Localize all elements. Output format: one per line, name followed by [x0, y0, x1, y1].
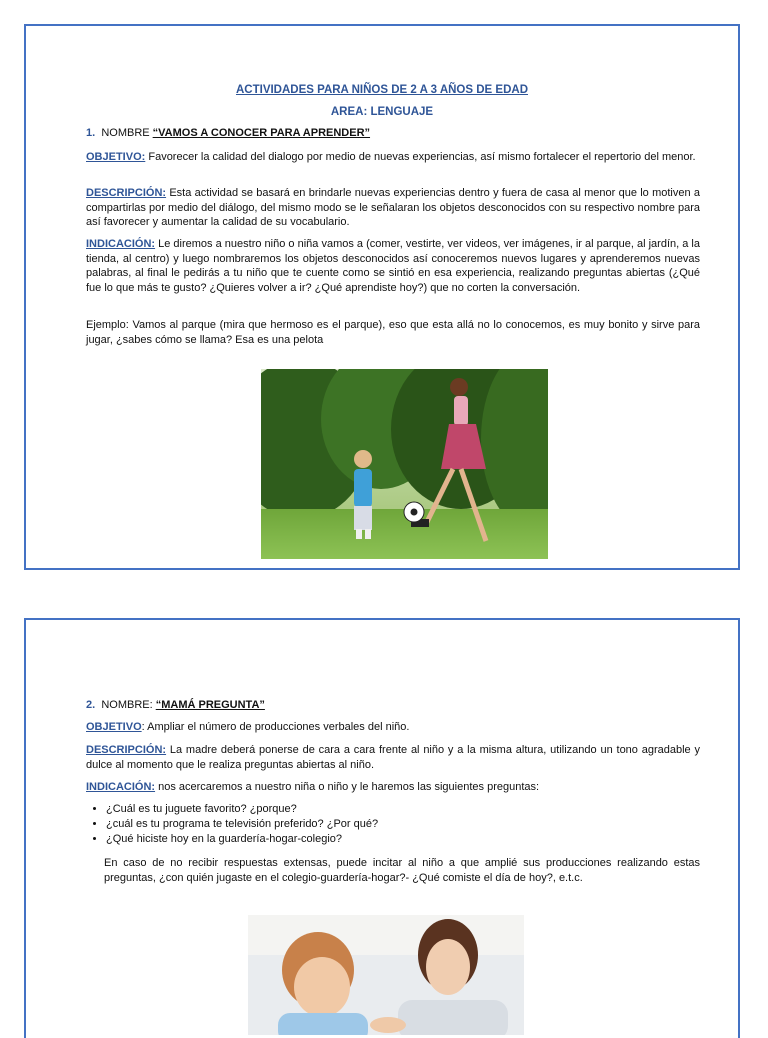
list-item: • ¿Qué hiciste hoy en la guardería-hogar-colegio?: [106, 832, 700, 847]
questions-list: [86, 802, 700, 847]
activity-title: “MAMÁ PREGUNTA”: [155, 699, 265, 711]
park-soccer-photo: [261, 369, 548, 559]
descripcion-label: DESCRIPCIÓN:: [86, 187, 167, 199]
area-title: AREA: LENGUAJE: [330, 106, 434, 118]
objetivo-text: Favorecer la calidad del dialogo por medio de nuevas experiencias, así mismo fortalecer el repertorio del menor.: [145, 151, 696, 163]
page-1: [24, 24, 740, 570]
activity-2-name: [86, 698, 700, 713]
indicacion-label: INDICACIÓN:: [86, 238, 156, 250]
indicacion-label: INDICACIÓN:: [86, 781, 156, 793]
closing-paragraph: En caso de no recibir respuestas extensas, puede incitar al niño a que amplié sus producciones realizando estas preguntas, ¿con quién jugaste en el colegio-guardería-hogar?- ¿Qué comiste el día de hoy?, e.t.c.: [104, 857, 700, 884]
activity-number: 2.: [86, 699, 96, 711]
objetivo-label: OBJETIVO: [86, 721, 142, 733]
objetivo-paragraph: [86, 150, 700, 165]
descripcion-text: Esta actividad se basará en brindarle nuevas experiencias dentro y fuera de casa al menor que lo motiven a compartirlas por medio del diálogo, del mismo modo se le señalaran los objetos desconocidos con su respectivo nombre para así favorecer y aumentar la calidad de su vocabulario.: [86, 187, 700, 228]
activity-1-name: [86, 126, 700, 141]
descripcion-paragraph: [86, 186, 700, 230]
page-2: [24, 618, 740, 1038]
indicacion-text: nos acercaremos a nuestro niña o niño y le haremos las siguientes preguntas:: [155, 781, 540, 793]
activity-number: 1.: [86, 127, 96, 139]
indicacion-paragraph: [86, 780, 700, 795]
nombre-label: NOMBRE: [101, 127, 150, 139]
list-item: • ¿Cuál es tu juguete favorito? ¿porque?: [106, 802, 700, 817]
descripcion-label: DESCRIPCIÓN:: [86, 744, 167, 756]
objetivo-text: : Ampliar el número de producciones verbales del niño.: [141, 721, 410, 733]
nombre-label: NOMBRE:: [101, 699, 153, 711]
list-item: • ¿cuál es tu programa te televisión preferido? ¿Por qué?: [106, 817, 700, 832]
descripcion-paragraph: [86, 743, 700, 772]
objetivo-paragraph: [86, 720, 700, 735]
mother-child-photo: [248, 915, 524, 1035]
descripcion-text: La madre deberá ponerse de cara a cara frente al niño y a la misma altura, utilizando un tono agradable y dulce al momento que le realiza preguntas abiertas al niño.: [86, 744, 700, 771]
ejemplo-paragraph: Ejemplo: Vamos al parque (mira que hermoso es el parque), eso que esta allá no lo conocemos, es muy bonito y sirve para jugar, ¿sabes cómo se llama? Esa es una pelota: [86, 319, 700, 346]
indicacion-text: Le diremos a nuestro niño o niña vamos a (comer, vestirte, ver videos, ver imágenes, ir al parque, al jardín, a la tienda, al centro) y luego nombraremos los objetos desconocidos así conoceremos nuevos lugares y aprenderemos nuevas palabras, al final le pedirás a tu niño que te cuente como se sintió en esa experiencia, realizando preguntas abiertas (¿Qué fue lo que más te gusto? ¿Quieres volver a ir? ¿Qué aprendiste hoy?) que no corten la conversación.: [86, 238, 700, 294]
indicacion-paragraph: [86, 237, 700, 295]
objetivo-label: OBJETIVO:: [86, 151, 146, 163]
activity-title: “VAMOS A CONOCER PARA APRENDER”: [152, 127, 371, 139]
document-header: ACTIVIDADES PARA NIÑOS DE 2 A 3 AÑOS DE EDAD: [235, 84, 528, 96]
